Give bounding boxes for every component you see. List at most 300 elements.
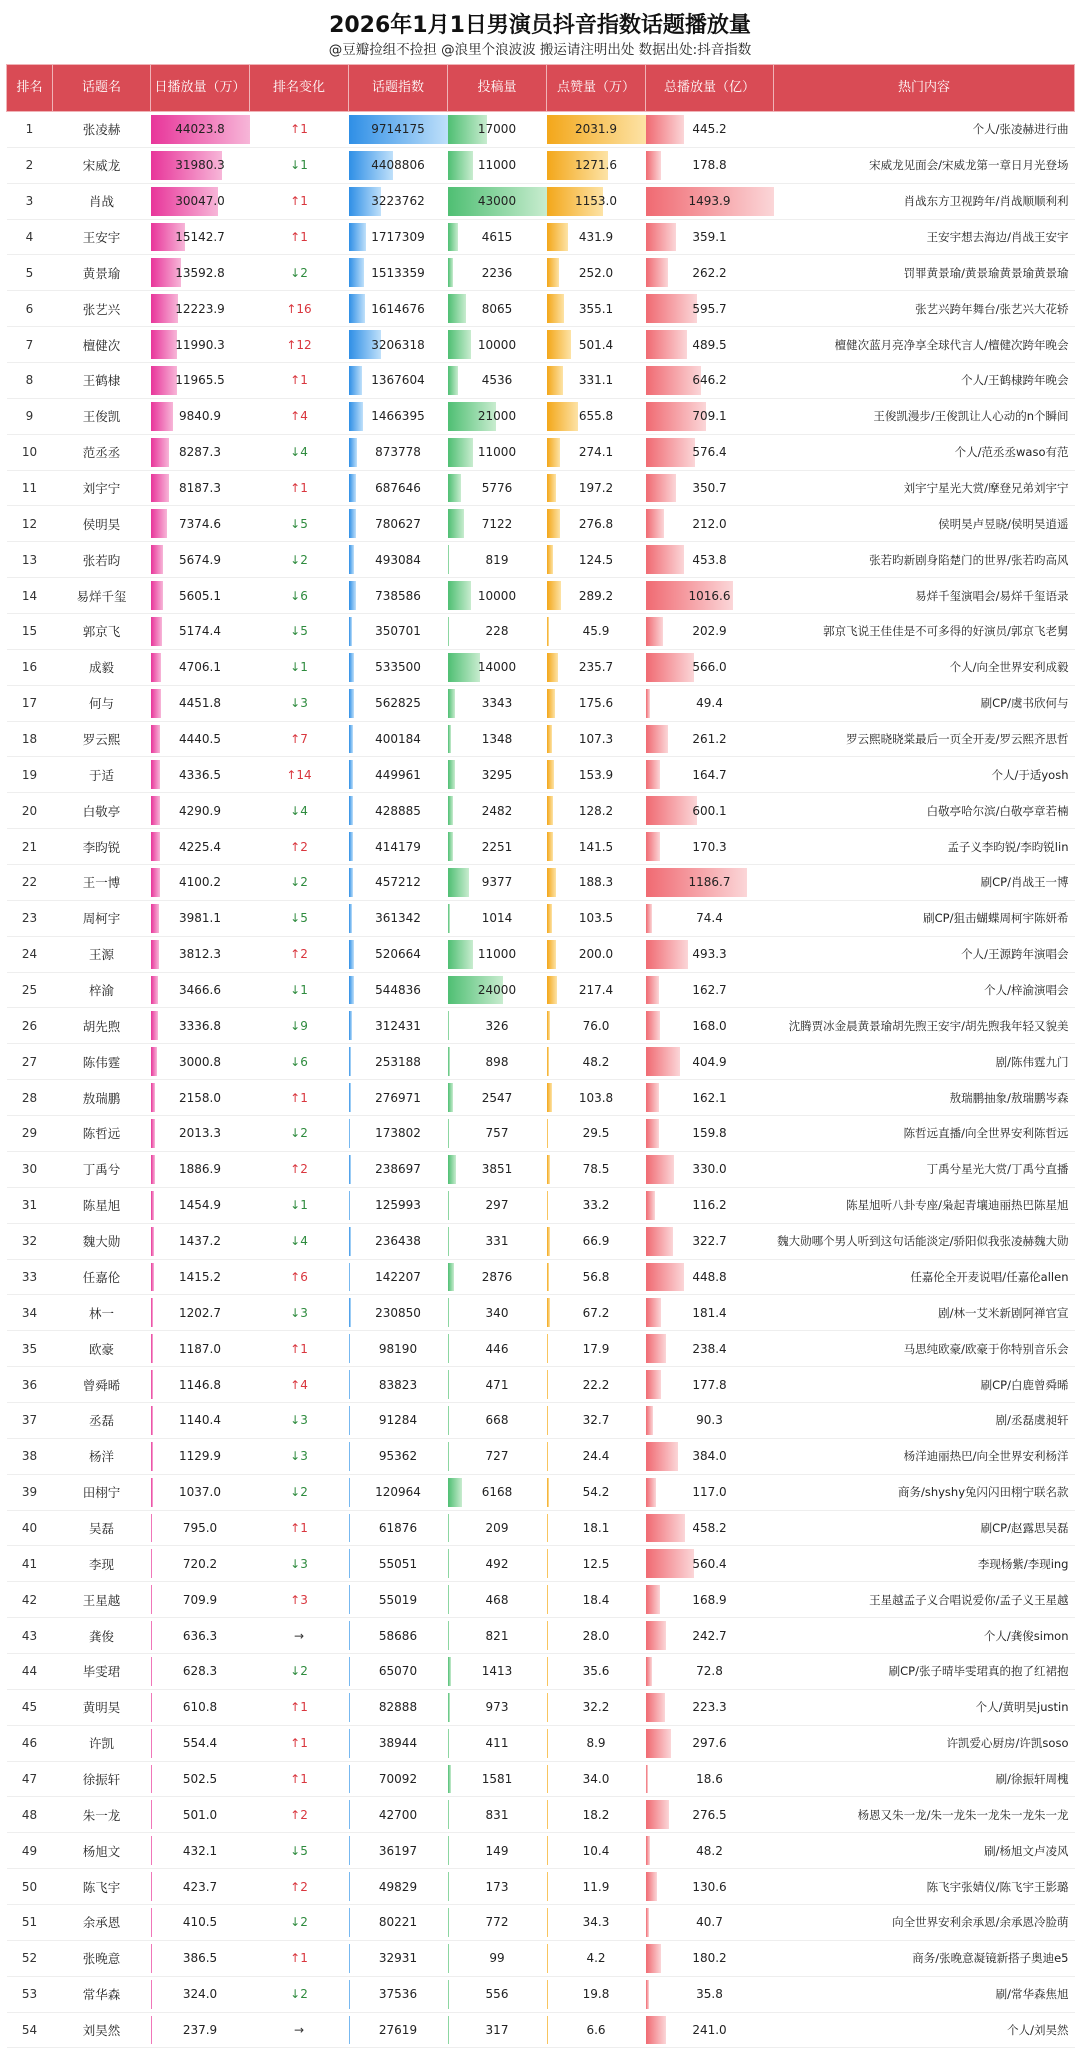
- likes-bar: [547, 366, 563, 395]
- hot-value: 刷/徐振轩周槐: [995, 1771, 1069, 1786]
- total-play-cell: [646, 1151, 774, 1187]
- likes-value: 4.2: [586, 1951, 606, 1966]
- posts-bar: [448, 832, 453, 861]
- total-value: 90.3: [696, 1413, 723, 1428]
- total-bar: [646, 760, 660, 789]
- daily-bar: [151, 1406, 154, 1435]
- hot-value: 张若昀新剧身陷楚门的世界/张若昀高风: [869, 552, 1069, 567]
- rank-change-cell: [250, 219, 349, 255]
- index-bar: [349, 1693, 351, 1722]
- change-value: ↓3: [290, 696, 308, 711]
- rank-cell: [7, 649, 53, 685]
- table-row: [7, 2012, 1075, 2048]
- daily-value: 44023.8: [175, 122, 225, 137]
- change-value: →: [293, 2022, 305, 2037]
- likes-cell: [547, 255, 646, 291]
- likes-cell: [547, 1008, 646, 1044]
- daily-value: 720.2: [182, 1556, 218, 1571]
- posts-cell: [448, 147, 547, 183]
- hot-content-cell: [774, 936, 1075, 972]
- daily-value: 2013.3: [179, 1126, 221, 1141]
- rank-change-cell: [250, 1689, 349, 1725]
- total-bar: [646, 2016, 667, 2045]
- hot-value: 刷CP/虞书欣何与: [980, 696, 1069, 711]
- hot-value: 魏大勋哪个男人听到这句话能淡定/骄阳似我张凌赫魏大勋: [777, 1234, 1069, 1249]
- rank-value: 30: [21, 1162, 38, 1177]
- index-bar: [349, 2016, 351, 2045]
- likes-bar: [547, 796, 553, 825]
- rank-value: 48: [21, 1807, 38, 1822]
- topic-index-cell: [349, 1833, 448, 1869]
- name-value: 成毅: [88, 660, 114, 676]
- rank-change-cell: [250, 1797, 349, 1833]
- total-value: 238.4: [692, 1341, 727, 1356]
- index-bar: [349, 1549, 351, 1578]
- table-row: [7, 434, 1075, 470]
- rank-cell: [7, 1797, 53, 1833]
- index-bar: [349, 1908, 351, 1937]
- change-value: ↓9: [290, 1018, 308, 1033]
- total-value: 493.3: [692, 947, 727, 962]
- posts-cell: [448, 255, 547, 291]
- posts-cell: [448, 1080, 547, 1116]
- index-bar: [349, 1872, 351, 1901]
- rank-change-cell: [250, 2012, 349, 2048]
- name-value: 杨洋: [88, 1449, 114, 1465]
- change-value: ↓2: [290, 1664, 308, 1679]
- daily-play-cell: [151, 865, 250, 901]
- likes-value: 34.3: [582, 1915, 610, 1930]
- posts-bar: [448, 796, 454, 825]
- likes-value: 276.8: [578, 516, 614, 531]
- total-bar: [646, 1155, 674, 1184]
- name-cell: [53, 1869, 151, 1905]
- index-bar: [349, 760, 354, 789]
- likes-bar: [547, 760, 554, 789]
- total-bar: [646, 1227, 674, 1256]
- total-play-cell: [646, 1402, 774, 1438]
- total-bar: [646, 940, 688, 969]
- total-value: 241.0: [692, 2022, 727, 2037]
- rank-value: 47: [21, 1771, 38, 1786]
- total-value: 162.1: [692, 1090, 727, 1105]
- daily-bar: [151, 904, 160, 933]
- likes-value: 78.5: [582, 1162, 610, 1177]
- posts-cell: [448, 183, 547, 219]
- table-row: [7, 1653, 1075, 1689]
- table-row: [7, 793, 1075, 829]
- rank-cell: [7, 578, 53, 614]
- name-cell: [53, 1474, 151, 1510]
- hot-value: 白敬亭哈尔滨/白敬亭章若楠: [926, 803, 1069, 818]
- name-cell: [53, 291, 151, 327]
- change-value: ↑12: [286, 337, 312, 352]
- daily-play-cell: [151, 1510, 250, 1546]
- hot-content-cell: [774, 721, 1075, 757]
- rank-change-cell: [250, 1546, 349, 1582]
- total-value: 242.7: [692, 1628, 727, 1643]
- hot-value: 任嘉伦全开麦说唱/任嘉伦allen: [910, 1269, 1069, 1284]
- likes-cell: [547, 398, 646, 434]
- posts-bar: [448, 1298, 450, 1327]
- likes-value: 33.2: [582, 1198, 610, 1213]
- posts-bar: [448, 1549, 450, 1578]
- hot-value: 杨洋迪丽热巴/向全世界安利杨洋: [903, 1449, 1069, 1464]
- daily-value: 1037.0: [179, 1485, 221, 1500]
- rank-cell: [7, 1474, 53, 1510]
- name-cell: [53, 542, 151, 578]
- name-cell: [53, 793, 151, 829]
- total-bar: [646, 258, 668, 287]
- rank-value: 22: [21, 875, 38, 890]
- index-value: 428885: [375, 803, 421, 818]
- posts-cell: [448, 1008, 547, 1044]
- daily-value: 554.4: [182, 1736, 218, 1751]
- daily-value: 3981.1: [179, 911, 221, 926]
- likes-bar: [547, 1406, 549, 1435]
- change-value: ↑1: [290, 1951, 308, 1966]
- daily-bar: [151, 1657, 153, 1686]
- likes-value: 2031.9: [575, 122, 617, 137]
- total-value: 262.2: [692, 265, 727, 280]
- posts-bar: [448, 330, 471, 359]
- index-value: 1466395: [371, 409, 425, 424]
- change-value: ↓3: [290, 1556, 308, 1571]
- likes-bar: [547, 1657, 549, 1686]
- rank-value: 11: [21, 481, 38, 496]
- name-cell: [53, 1080, 151, 1116]
- hot-value: 商务/shyshy兔闪闪田栩宁联名款: [897, 1485, 1069, 1500]
- total-value: 489.5: [692, 337, 727, 352]
- total-bar: [646, 151, 661, 180]
- index-bar: [349, 617, 353, 646]
- daily-play-cell: [151, 936, 250, 972]
- total-play-cell: [646, 900, 774, 936]
- posts-cell: [448, 2012, 547, 2048]
- table-row: [7, 291, 1075, 327]
- daily-bar: [151, 474, 169, 503]
- total-value: 1016.6: [688, 588, 731, 603]
- posts-bar: [448, 760, 456, 789]
- rank-cell: [7, 1116, 53, 1152]
- rank-value: 51: [21, 1915, 38, 1930]
- index-bar: [349, 1729, 351, 1758]
- hot-value: 个人/梓渝演唱会: [984, 983, 1069, 998]
- name-value: 范丞丞: [82, 445, 121, 461]
- name-cell: [53, 972, 151, 1008]
- rank-value: 46: [21, 1736, 38, 1751]
- index-value: 312431: [375, 1018, 421, 1033]
- daily-play-cell: [151, 1151, 250, 1187]
- total-bar: [646, 1657, 652, 1686]
- posts-bar: [448, 474, 461, 503]
- hot-content-cell: [774, 1402, 1075, 1438]
- hot-content-cell: [774, 542, 1075, 578]
- posts-value: 228: [485, 624, 509, 639]
- posts-cell: [448, 1510, 547, 1546]
- daily-play-cell: [151, 506, 250, 542]
- index-value: 9714175: [371, 122, 425, 137]
- topic-index-cell: [349, 1869, 448, 1905]
- posts-cell: [448, 1295, 547, 1331]
- name-value: 李现: [88, 1556, 114, 1572]
- table-row: [7, 1761, 1075, 1797]
- hot-value: 刷/常华森焦旭: [995, 1987, 1069, 2002]
- index-value: 533500: [375, 660, 421, 675]
- hot-content-cell: [774, 1582, 1075, 1618]
- daily-bar: [151, 581, 164, 610]
- daily-bar: [151, 940, 160, 969]
- chart-subtitle: @豆瓣捡组不捡担 @浪里个浪波波 搬运请注明出处 数据出处:抖音指数: [328, 42, 752, 58]
- daily-bar: [151, 1263, 154, 1292]
- daily-play-cell: [151, 147, 250, 183]
- daily-play-cell: [151, 829, 250, 865]
- daily-value: 636.3: [182, 1628, 218, 1643]
- total-play-cell: [646, 1797, 774, 1833]
- likes-bar: [547, 617, 549, 646]
- daily-play-cell: [151, 1044, 250, 1080]
- total-play-cell: [646, 434, 774, 470]
- daily-value: 1886.9: [179, 1162, 221, 1177]
- hot-content-cell: [774, 649, 1075, 685]
- index-bar: [349, 258, 364, 287]
- daily-value: 30047.0: [175, 194, 225, 209]
- topic-index-cell: [349, 1367, 448, 1403]
- rank-change-cell: [250, 972, 349, 1008]
- posts-bar: [448, 438, 473, 467]
- name-cell: [53, 1546, 151, 1582]
- hot-value: 王俊凯漫步/王俊凯让人心动的n个瞬间: [873, 409, 1069, 424]
- total-value: 162.7: [692, 983, 727, 998]
- change-value: ↓2: [290, 1126, 308, 1141]
- index-bar: [349, 1083, 352, 1112]
- topic-index-cell: [349, 542, 448, 578]
- total-bar: [646, 1872, 657, 1901]
- index-value: 49829: [378, 1879, 418, 1894]
- rank-change-cell: [250, 255, 349, 291]
- topic-index-cell: [349, 1402, 448, 1438]
- hot-value: 刷CP/赵露思吴磊: [980, 1520, 1069, 1535]
- name-value: 王鹤棣: [82, 373, 121, 389]
- posts-bar: [448, 1908, 450, 1937]
- hot-content-cell: [774, 1367, 1075, 1403]
- likes-value: 431.9: [578, 230, 614, 244]
- change-value: ↓1: [290, 983, 308, 998]
- table-row: [7, 936, 1075, 972]
- daily-value: 795.0: [182, 1520, 218, 1535]
- total-bar: [646, 796, 697, 825]
- index-bar: [349, 1406, 351, 1435]
- index-bar: [349, 1442, 351, 1471]
- header-rank-change: 排名变化: [250, 65, 349, 112]
- rank-change-cell: [250, 1402, 349, 1438]
- daily-value: 237.9: [182, 2022, 218, 2037]
- table-row: [7, 1223, 1075, 1259]
- index-value: 27619: [378, 2022, 418, 2037]
- likes-value: 141.5: [578, 839, 614, 854]
- rank-change-cell: [250, 1331, 349, 1367]
- likes-value: 128.2: [578, 803, 614, 818]
- posts-value: 1014: [481, 911, 513, 926]
- posts-bar: [448, 1872, 450, 1901]
- rank-cell: [7, 398, 53, 434]
- index-bar: [349, 1155, 351, 1184]
- posts-cell: [448, 1474, 547, 1510]
- posts-value: 1348: [481, 732, 513, 747]
- total-play-cell: [646, 721, 774, 757]
- posts-bar: [448, 258, 453, 287]
- daily-bar: [151, 1908, 153, 1937]
- index-bar: [349, 581, 357, 610]
- posts-cell: [448, 793, 547, 829]
- posts-bar: [448, 1155, 457, 1184]
- rank-value: 26: [21, 1018, 38, 1033]
- total-play-cell: [646, 1869, 774, 1905]
- change-value: ↓1: [290, 158, 308, 173]
- total-play-cell: [646, 291, 774, 327]
- hot-content-cell: [774, 685, 1075, 721]
- total-play-cell: [646, 578, 774, 614]
- rank-value: 34: [21, 1305, 38, 1320]
- daily-play-cell: [151, 578, 250, 614]
- hot-value: 个人/向全世界安利成毅: [949, 660, 1069, 675]
- total-bar: [646, 223, 677, 252]
- likes-value: 18.1: [582, 1520, 610, 1535]
- index-bar: [349, 1370, 351, 1399]
- total-value: 72.8: [696, 1664, 723, 1679]
- rank-cell: [7, 1331, 53, 1367]
- name-cell: [53, 1976, 151, 2012]
- index-value: 120964: [375, 1485, 421, 1500]
- change-value: ↓4: [290, 445, 308, 460]
- rank-value: 3: [25, 194, 34, 209]
- daily-bar: [151, 1227, 154, 1256]
- name-value: 刘昊然: [82, 2022, 121, 2038]
- likes-value: 29.5: [582, 1126, 610, 1141]
- daily-bar: [151, 1047, 158, 1076]
- posts-cell: [448, 1044, 547, 1080]
- name-value: 于适: [88, 767, 114, 783]
- total-value: 181.4: [692, 1305, 727, 1320]
- likes-value: 35.6: [582, 1664, 610, 1679]
- likes-cell: [547, 1510, 646, 1546]
- posts-bar: [448, 904, 450, 933]
- index-bar: [349, 653, 354, 682]
- likes-bar: [547, 1836, 549, 1865]
- daily-bar: [151, 366, 178, 395]
- name-cell: [53, 1187, 151, 1223]
- likes-value: 32.7: [582, 1413, 610, 1428]
- likes-bar: [547, 1478, 550, 1507]
- likes-cell: [547, 327, 646, 363]
- rank-change-cell: [250, 1869, 349, 1905]
- name-value: 陈飞宇: [82, 1879, 121, 1895]
- table-row: [7, 1295, 1075, 1331]
- index-bar: [349, 1011, 352, 1040]
- total-value: 600.1: [692, 803, 727, 818]
- ranking-table: [6, 64, 1075, 2048]
- name-value: 宋威龙: [82, 158, 121, 174]
- table-row: [7, 219, 1075, 255]
- daily-value: 11965.5: [175, 373, 225, 388]
- index-value: 80221: [378, 1915, 418, 1930]
- likes-bar: [547, 1047, 549, 1076]
- posts-cell: [448, 972, 547, 1008]
- likes-bar: [547, 1334, 549, 1363]
- daily-play-cell: [151, 793, 250, 829]
- change-value: ↑1: [290, 230, 308, 244]
- likes-value: 331.1: [578, 373, 614, 388]
- header-likes: 点赞量（万）: [547, 65, 646, 112]
- total-bar: [646, 1263, 684, 1292]
- daily-play-cell: [151, 900, 250, 936]
- likes-bar: [547, 330, 571, 359]
- rank-cell: [7, 1259, 53, 1295]
- posts-value: 6168: [481, 1485, 513, 1500]
- likes-value: 217.4: [578, 983, 614, 998]
- posts-value: 5776: [481, 481, 513, 496]
- total-value: 74.4: [696, 911, 723, 926]
- likes-cell: [547, 1653, 646, 1689]
- hot-value: 肖战东方卫视跨年/肖战顺顺利利: [903, 194, 1069, 209]
- likes-cell: [547, 147, 646, 183]
- header-topic-index: 话题指数: [349, 65, 448, 112]
- topic-index-cell: [349, 1940, 448, 1976]
- posts-bar: [448, 1406, 450, 1435]
- topic-index-cell: [349, 183, 448, 219]
- hot-content-cell: [774, 183, 1075, 219]
- posts-value: 331: [485, 1234, 509, 1249]
- daily-bar: [151, 438, 170, 467]
- table-row: [7, 255, 1075, 291]
- likes-bar: [547, 1765, 549, 1794]
- total-play-cell: [646, 470, 774, 506]
- posts-value: 819: [485, 552, 509, 567]
- likes-value: 200.0: [578, 947, 614, 962]
- daily-value: 4451.8: [179, 696, 221, 711]
- change-value: ↓6: [290, 1054, 308, 1069]
- likes-value: 355.1: [578, 301, 614, 316]
- index-bar: [349, 1298, 351, 1327]
- table-row: [7, 1725, 1075, 1761]
- posts-cell: [448, 865, 547, 901]
- total-play-cell: [646, 1116, 774, 1152]
- total-bar: [646, 115, 684, 144]
- rank-value: 10: [21, 445, 38, 460]
- likes-value: 76.0: [582, 1018, 610, 1033]
- daily-value: 1146.8: [179, 1377, 221, 1392]
- topic-index-cell: [349, 1474, 448, 1510]
- name-value: 黄景瑜: [82, 265, 121, 281]
- topic-index-cell: [349, 291, 448, 327]
- index-value: 873778: [375, 445, 421, 460]
- table-row: [7, 1259, 1075, 1295]
- change-value: ↓2: [290, 1485, 308, 1500]
- rank-value: 24: [21, 947, 38, 962]
- total-bar: [646, 1083, 660, 1112]
- likes-cell: [547, 1223, 646, 1259]
- daily-play-cell: [151, 1725, 250, 1761]
- index-bar: [349, 545, 354, 574]
- index-bar: [349, 725, 353, 754]
- rank-change-cell: [250, 1116, 349, 1152]
- rank-change-cell: [250, 1080, 349, 1116]
- rank-value: 33: [21, 1269, 38, 1284]
- total-bar: [646, 725, 668, 754]
- daily-value: 410.5: [182, 1915, 218, 1930]
- index-bar: [349, 1800, 351, 1829]
- topic-index-cell: [349, 506, 448, 542]
